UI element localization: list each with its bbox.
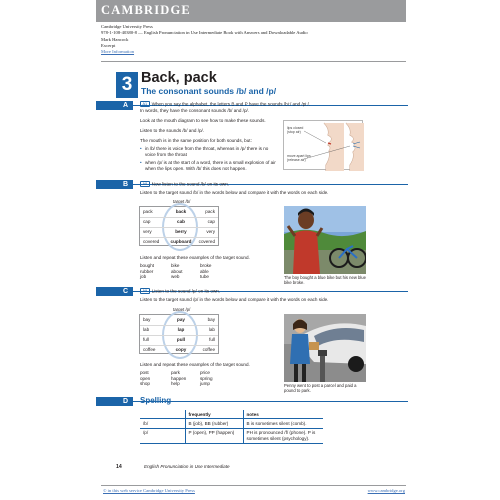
sound-cell: /p/ <box>140 428 185 443</box>
publisher-header-bar <box>96 0 406 22</box>
notes-cell: PH is pronounced /f/ (phone). P is sometimes silent (psychology). <box>243 428 323 443</box>
copyright-link[interactable]: © in this web service Cambridge University Press <box>103 488 195 493</box>
section-c-marker <box>96 287 133 296</box>
diagram-label-closed: lips closed (stop air) <box>287 126 304 135</box>
frequently-cell: B (job), BB (rubber) <box>185 419 243 428</box>
column-header-notes: notes <box>243 410 323 419</box>
table-header-row <box>140 410 323 419</box>
section-b-intro: A8 Now listen to the sound /b/ on its own. <box>140 181 229 187</box>
caption-b: The boy bought a blue bike but his new blue bike broke. <box>284 275 366 286</box>
unit-title: Back, pack <box>141 70 217 86</box>
minimal-pairs-grid-c <box>139 314 219 354</box>
audio-track-icon[interactable]: A8 <box>140 181 150 187</box>
section-letter: A <box>122 102 128 109</box>
section-letter: B <box>122 181 128 188</box>
section-a-intro: A1 When you say the alphabet, the letters B and P have the sounds /biː/ and /piː/. <box>140 101 310 107</box>
comparison-column-left: pack cap very covered <box>143 209 160 244</box>
example-words-col-1: post open shop <box>140 370 151 387</box>
audio-track-icon[interactable]: A1 <box>140 101 150 107</box>
footer-divider <box>101 485 406 486</box>
audio-track-icon[interactable]: A9 <box>140 288 150 294</box>
page-number: 14 <box>116 464 122 470</box>
meta-line: Mark Hancock <box>101 36 129 42</box>
example-words-col-3: broke able tube <box>200 263 212 280</box>
unit-subtitle: The consonant sounds /b/ and /p/ <box>141 86 277 96</box>
boy-on-bike-illustration <box>284 206 366 274</box>
section-d-marker <box>96 397 133 406</box>
section-letter: C <box>122 288 128 295</box>
section-a-look: Look at the mouth diagram to see how to make these sounds. <box>140 118 266 123</box>
minimal-pairs-grid-b <box>139 206 219 246</box>
example-words-col-2: bike about web <box>171 263 183 280</box>
section-b-instruction: Listen to the target sound /b/ in the words below and compare it with the words on each side. <box>140 190 329 195</box>
section-d-rule <box>133 401 408 402</box>
section-a-intro-2: In words, they have the consonant sounds /b/ and /p/. <box>140 108 250 113</box>
comparison-column-right: bay lab full coffee <box>202 317 215 352</box>
section-letter: D <box>122 398 128 405</box>
meta-line: Excerpt <box>101 42 116 48</box>
example-words-col-2: park happen help <box>171 370 187 387</box>
section-a-bullet-1: • in /b/ there is voice from the throat, whereas in /p/ there is no voice from the throat <box>140 146 278 158</box>
diagram-label-open: move apart lips (release air) <box>287 154 311 163</box>
website-link[interactable]: www.cambridge.org <box>367 488 405 493</box>
example-words-col-1: bought rubber job <box>140 263 155 280</box>
target-label-c: target /p/ <box>173 307 191 312</box>
meta-line: 978-1-108-40380-8 — English Pronunciation in Use Intermediate Book with Answers and Downloadable Audio <box>101 30 308 36</box>
section-c-repeat: Listen and repeat these examples of the target sound. <box>140 362 250 367</box>
book-title: English Pronunciation in Use Intermediate <box>144 464 230 469</box>
spelling-table <box>140 410 323 444</box>
section-b-repeat: Listen and repeat these examples of the target sound. <box>140 255 250 260</box>
section-b-marker <box>96 180 133 189</box>
unit-number-badge: 3 <box>116 72 138 98</box>
section-a-listen: Listen to the sounds /b/ and /p/. <box>140 128 205 133</box>
sound-cell: /b/ <box>140 419 185 428</box>
section-a-marker <box>96 101 133 110</box>
section-a-same: The mouth is in the same position for both sounds, but: <box>140 138 252 143</box>
mouth-diagram <box>283 120 363 170</box>
frequently-cell: P (open), PP (happen) <box>185 428 243 443</box>
header-divider <box>101 61 406 62</box>
publisher-logo: CAMBRIDGE <box>101 3 191 17</box>
meta-line: Cambridge University Press <box>101 24 153 29</box>
more-information-link[interactable]: More Information <box>101 49 135 55</box>
comparison-column-right: pack cap very covered <box>198 209 215 244</box>
target-column: back cab berry cupboard <box>170 209 192 244</box>
table-row <box>140 428 323 443</box>
example-words-col-3: price spring jump <box>200 370 213 387</box>
spelling-title: Spelling <box>140 396 172 405</box>
comparison-column-left: bay lab full coffee <box>143 317 156 352</box>
section-c-instruction: Listen to the target sound /p/ in the words below and compare it with the words on each side. <box>140 297 329 302</box>
book-metadata <box>101 24 411 55</box>
section-a-bullet-2: • when /p/ is at the start of a word, there is a small explosion of air when the lips open. With /b/ this does not happen. <box>140 160 278 172</box>
notes-cell: B is sometimes silent (comb). <box>243 419 323 428</box>
table-row <box>140 419 323 428</box>
caption-c: Penny went to post a parcel and paid a pound to park. <box>284 383 357 394</box>
woman-with-parcel-illustration <box>284 314 366 382</box>
target-column: pay lap pull copy <box>175 317 187 352</box>
section-c-intro: A9 Listen to the sound /p/ on its own. <box>140 288 220 294</box>
target-label-b: target /b/ <box>173 199 191 204</box>
column-header-frequently: frequently <box>185 410 243 419</box>
